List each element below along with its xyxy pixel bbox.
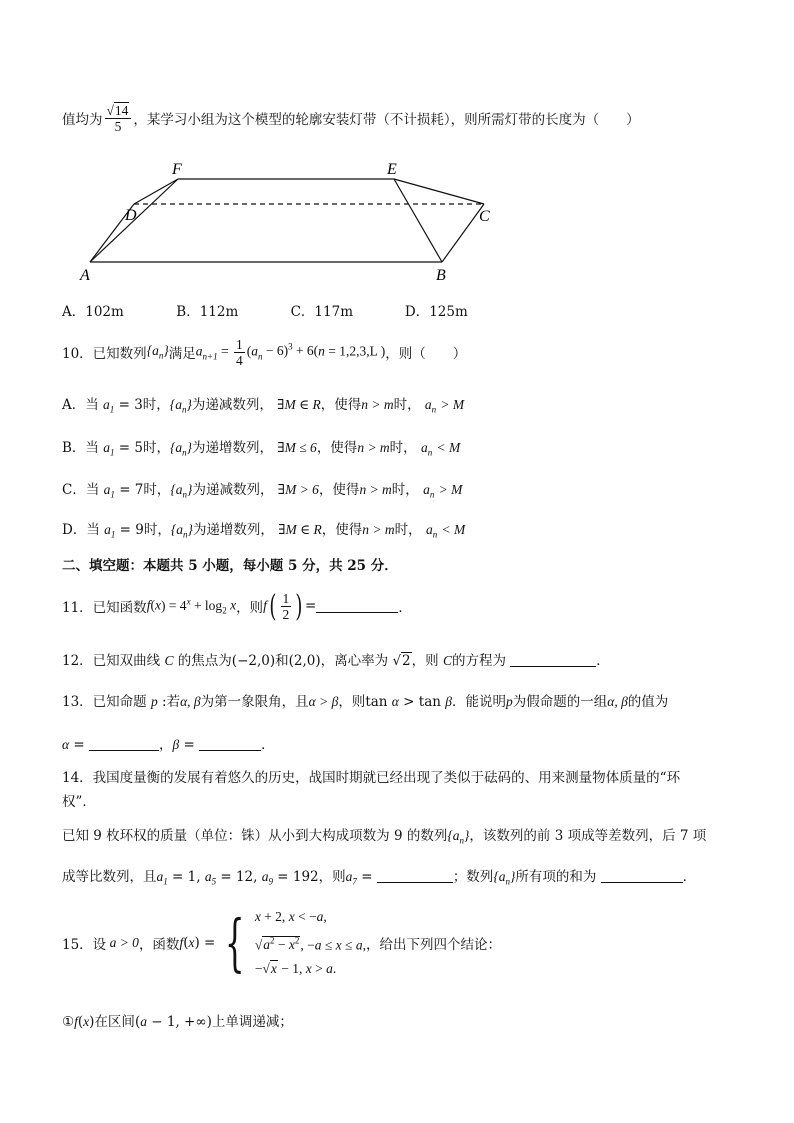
q10-stem-suffix: ，则（ ） — [385, 346, 467, 362]
piecewise-brace: { — [225, 906, 245, 979]
q14-line3-prefix: 已知 9 枚环权的质量（单位：铢）从小到大构成项数为 9 的数列 — [62, 828, 448, 844]
q15-item1-suffix: 上单调递减； — [211, 1014, 293, 1030]
q14-line3-suffix: ，该数列的前 3 项成等差数列，后 7 项 — [469, 828, 707, 844]
q10-option-a-a1: 3 — [134, 397, 143, 413]
q13-d: ．能说明 — [451, 694, 506, 710]
q10-option-b-letter: B．当 — [62, 440, 99, 456]
q11-eval: f — [263, 598, 267, 613]
section2-heading: 二、填空题：本题共 5 小题，每小题 5 分，共 25 分． — [62, 558, 398, 574]
q10-option-c-ineq-var: a — [423, 482, 430, 497]
q11-prefix: 11．已知函数 — [62, 600, 147, 616]
q9-choice-b[interactable]: B．112m — [176, 304, 239, 320]
q15-prefix: 15．设 — [62, 937, 107, 953]
q10-stem-prefix: 10．已知数列 — [62, 346, 147, 362]
q10-option-b-cond: ∃M ≤ 6 — [277, 440, 317, 455]
q10-option-d-letter: D．当 — [62, 522, 100, 538]
q10-option-d-cond: ∃M ∈ R — [278, 522, 322, 537]
q13-alpha-blank[interactable] — [89, 738, 159, 751]
q10-option-a-letter: A．当 — [62, 397, 99, 413]
q11-answer-blank[interactable] — [316, 600, 398, 613]
label-E: E — [387, 161, 397, 178]
q10-option-c-type: 为递减数列， — [192, 482, 274, 498]
q13-line1: 13．已知命题 p :若α, β为第一象限角，且α > β，则tan α > tan β．能说明p为假命题的一组α, β的值为 — [62, 694, 669, 710]
q11-mid: ，则 — [236, 600, 264, 616]
q12-t5: 的方程为 — [451, 653, 506, 669]
q13-beta-blank[interactable] — [199, 738, 261, 751]
q10-option-d-tail: < M — [441, 522, 466, 537]
q14-line3: 已知 9 枚环权的质量（单位：铢）从小到大构成项数为 9 的数列$\{a_n\}$，该数列的前 3 项成等差数列，后 7 项 — [62, 828, 707, 846]
q10-option-b-tail: < M — [436, 440, 461, 455]
q9-frac-denominator: 5 — [114, 118, 122, 134]
q12-prefix: 12．已知双曲线 — [62, 653, 161, 669]
label-D: D — [125, 207, 137, 224]
q9-frac-numerator: 14 — [114, 102, 129, 118]
sqrt14-over-5-fraction: $\frac{√14}{5}$ — [105, 103, 132, 134]
q13-line2: α = ，β = ． — [62, 737, 275, 753]
q15-mid: ，函数 — [138, 937, 180, 953]
q10-option-d[interactable]: D．当 $a_1 = 9$时，$\{a_n\}$为递增数列， ∃M ∈ R，使得n > m时， $a_n < M$ — [62, 522, 466, 540]
q12-t2: 和 — [275, 653, 289, 669]
q10-option-a-type: 为递减数列， — [191, 397, 273, 413]
q10-option-a-ineq-var: a — [424, 397, 432, 412]
q14-line4-prefix: 成等比数列，且 — [62, 869, 157, 885]
q14-line1: 14．我国度量衡的发展有着悠久的历史，战国时期就已经出现了类似于砝码的、用来测量物体质量的“环 — [62, 770, 681, 786]
q13-prefix: 13．已知命题 — [62, 694, 147, 710]
q10-option-b-type: 为递增数列， — [192, 440, 274, 456]
q13-c: ，则 — [338, 694, 366, 710]
q9-choices — [62, 300, 515, 320]
q10-option-c-cond: ∃M > 6 — [277, 482, 319, 497]
q11-line: 11．已知函数 $f(x) = 4^x + \log_2 x$ ，则 f ( $\frac{1}{2}$ ) = ． — [62, 588, 412, 624]
q14-line4-mid: ；数列 — [452, 869, 494, 885]
q10-option-c[interactable]: C．当 $a_1 = 7$时，$\{a_n\}$为递减数列， ∃M > 6，使得n > m时， $a_n > M$ — [62, 482, 463, 500]
edge-CB — [442, 204, 484, 262]
q15-item1-prefix: ① — [62, 1014, 75, 1030]
q9-choice-c[interactable]: C．117m — [290, 304, 353, 320]
q10-option-b-ineq-var: a — [420, 440, 428, 455]
q10-option-c-letter: C．当 — [62, 482, 100, 498]
piecewise-cases: x + 2, x < −a, $√a^2 - x^2$, −a ≤ x ≤ a, −√x − 1, x > a. — [254, 908, 366, 977]
q13-f: 的值为 — [627, 694, 669, 710]
q10-stem — [62, 334, 466, 370]
q13-a: 若 — [166, 694, 181, 710]
label-B: B — [436, 267, 446, 284]
q9-stem-prefix: 值均为 — [62, 112, 103, 128]
label-C: C — [479, 208, 490, 225]
q15-item1: ①f(x)在区间(a − 1, +∞)上单调递减； — [62, 1014, 293, 1030]
edge-EC — [394, 179, 484, 204]
q10-option-c-tail: > M — [438, 482, 463, 497]
q14-line4-suffix: 所有项的和为 — [515, 869, 597, 885]
label-A: A — [80, 267, 90, 284]
q15-line: 15．设 a > 0 ，函数 f ( x ) = { x + 2, x < −a, $√a^2 - x^2$, −a ≤ x ≤ a, −√x − 1, x > a. ，给出下列四个结论： — [62, 900, 501, 986]
q10-option-a[interactable]: A．当 $a_1 = 3$时，$\{a_n\}$为递减数列， ∃M ∈ R，使得n > m时， $a_n > M$ — [62, 397, 465, 415]
q12-answer-blank[interactable] — [510, 654, 596, 667]
q13-e: 为假命题的一组 — [512, 694, 608, 710]
q11-function: $f(x) = 4^x + \log_2 x$ — [146, 596, 237, 616]
edge-EB — [394, 179, 442, 262]
q12-line: 12．已知双曲线 C 的焦点为(−2,0)和(2,0)，离心率为 √2，则 C的方程为 ． — [62, 653, 610, 669]
q10-option-a-tail: > M — [440, 397, 465, 412]
trapezoid-model-figure — [70, 150, 510, 290]
q10-option-d-a1: 9 — [135, 522, 144, 538]
q10-stem-mid: 满足 — [168, 346, 196, 362]
q14-line4: 成等比数列，且$a_1 = 1$, $a_5 = 12$, $a_9 = 192$，则$a_7$ = ；数列$\{a_n\}$所有项的和为 ． — [62, 869, 697, 887]
q10-option-d-ineq-var: a — [425, 522, 433, 537]
q10-option-b-a1: 5 — [134, 440, 143, 456]
q12-t4: ，则 — [411, 653, 439, 669]
q13-b: 为第一象限角，且 — [200, 694, 309, 710]
q10-option-d-type: 为递增数列， — [192, 522, 274, 538]
q14-a7-blank[interactable] — [377, 870, 453, 883]
q9-choice-d[interactable]: D．125m — [404, 304, 468, 320]
q14-line2: 权”． — [62, 794, 96, 810]
q14-sum-blank[interactable] — [601, 870, 683, 883]
q10-option-c-a1: 7 — [134, 482, 144, 498]
q9-choice-a[interactable]: A．102m — [62, 304, 124, 320]
q15-suffix: ，给出下列四个结论： — [365, 937, 501, 953]
q10-option-a-cond: ∃M ∈ R — [277, 397, 321, 412]
q12-t3: ，离心率为 — [320, 653, 389, 669]
label-F: F — [172, 161, 182, 178]
q10-option-b[interactable]: B．当 $a_1 = 5$时，$\{a_n\}$为递增数列， ∃M ≤ 6，使得n > m时， $a_n < M$ — [62, 440, 461, 458]
q9-stem-line — [62, 96, 640, 140]
q15-item1-mid: 在区间 — [94, 1014, 135, 1030]
seq-an-set: $\{a_n\}$ — [146, 343, 169, 361]
q10-recurrence: $a_{n+1}$ = $\frac{1}{4}$ $(a_n - 6)^3 + 6(n = 1,2,3,L$ ) — [195, 336, 386, 368]
q12-t1: 的焦点为 — [177, 653, 232, 669]
q9-stem-suffix: ，某学习小组为这个模型的轮廓安装灯带（不计损耗），则所需灯带的长度为（ ） — [133, 112, 640, 128]
